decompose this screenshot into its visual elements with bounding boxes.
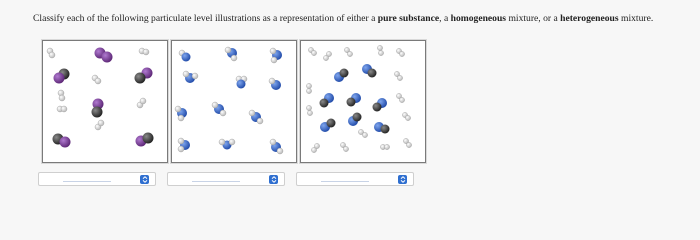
- white-molecule: [57, 106, 67, 112]
- white-molecule: [403, 138, 411, 147]
- white-molecule: [306, 105, 312, 115]
- question-text: Classify each of the following particulate level illustrations as a representation of either a pure substance, a homogeneous mixture, or a heterogeneous mixture.: [33, 13, 654, 24]
- blue-molecule: [320, 119, 336, 133]
- chevron-updown-icon[interactable]: [398, 175, 407, 184]
- particle-illustration-2: [172, 41, 296, 162]
- purple-molecule: [95, 48, 113, 63]
- blue-molecule: [374, 122, 390, 134]
- chevron-updown-icon[interactable]: [140, 175, 149, 184]
- white-molecule: [308, 47, 316, 55]
- white-molecule: [92, 75, 101, 84]
- illustration-panel-2: [171, 40, 297, 163]
- chevron-updown-icon[interactable]: [269, 175, 278, 184]
- blue-molecule: [348, 113, 362, 127]
- white-molecule: [358, 129, 367, 137]
- white-molecule: [323, 51, 331, 60]
- particle-illustration-1: [43, 41, 167, 162]
- purple-molecule: [92, 99, 104, 118]
- molecule: [270, 139, 283, 154]
- white-molecule: [58, 90, 65, 101]
- molecule: [175, 106, 187, 121]
- molecule: [225, 47, 237, 61]
- classification-dropdown-3[interactable]: [296, 172, 414, 186]
- white-molecule: [396, 93, 404, 102]
- purple-molecule: [136, 133, 154, 147]
- molecule: [270, 48, 282, 63]
- white-molecule: [402, 112, 410, 120]
- blue-molecule: [362, 64, 377, 78]
- molecule: [178, 138, 190, 152]
- dropdown-value: [192, 181, 240, 182]
- purple-molecule: [135, 68, 153, 84]
- molecule: [236, 76, 247, 89]
- white-molecule: [311, 143, 319, 152]
- white-molecule: [47, 48, 55, 58]
- molecule: [219, 139, 235, 150]
- molecule: [212, 102, 226, 116]
- purple-molecule: [53, 134, 71, 148]
- blue-molecule: [334, 69, 349, 83]
- illustration-panel-3: [300, 40, 426, 163]
- white-molecule: [380, 144, 389, 149]
- particle-illustration-3: [301, 41, 425, 162]
- blue-molecule: [373, 98, 388, 112]
- white-molecule: [396, 48, 404, 56]
- white-molecule: [139, 48, 149, 55]
- molecule: [183, 71, 198, 83]
- blue-molecule: [347, 93, 362, 107]
- dropdown-value: [63, 181, 111, 182]
- white-molecule: [306, 83, 311, 93]
- molecule: [179, 50, 191, 62]
- molecule: [249, 110, 263, 124]
- purple-molecule: [54, 69, 70, 84]
- white-molecule: [394, 71, 402, 80]
- white-molecule: [137, 98, 146, 108]
- molecule: [269, 78, 281, 90]
- blue-molecule: [320, 93, 335, 108]
- white-molecule: [344, 47, 352, 56]
- dropdown-value: [321, 181, 369, 182]
- classification-dropdown-1[interactable]: [38, 172, 156, 186]
- white-molecule: [340, 142, 348, 151]
- white-molecule: [377, 45, 383, 55]
- illustration-panel-1: [42, 40, 168, 163]
- classification-dropdown-2[interactable]: [167, 172, 285, 186]
- white-molecule: [95, 120, 104, 130]
